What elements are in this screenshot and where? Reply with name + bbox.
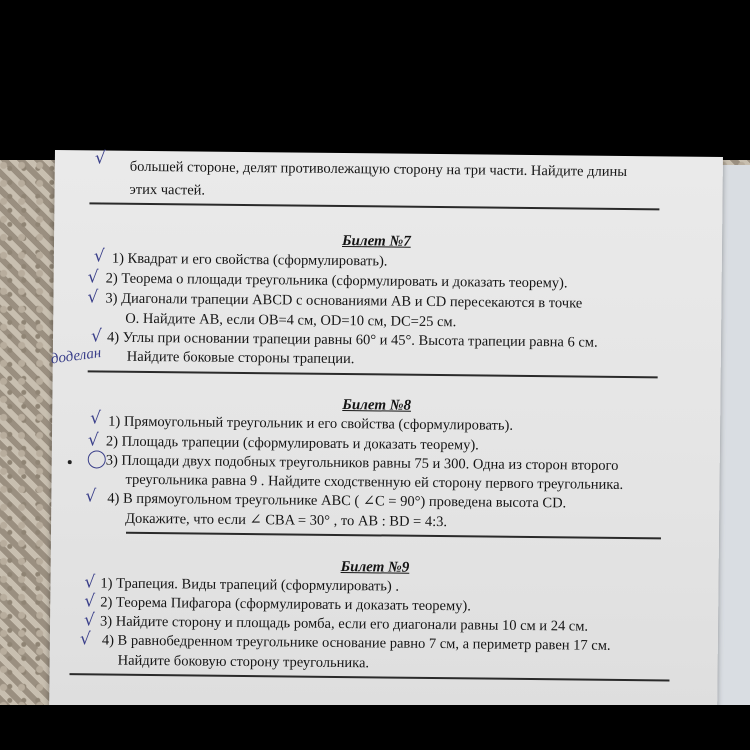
ticket-8-title: Билет №8 bbox=[342, 397, 412, 414]
ticket-7-title: Билет №7 bbox=[341, 233, 411, 250]
check-mark-icon: √ bbox=[90, 326, 102, 347]
ticket-9-item-4: 4) В равнобедренном треугольнике основание равно 7 см, а периметр равен 17 см. bbox=[101, 632, 611, 654]
check-mark-icon: √ bbox=[93, 246, 105, 267]
divider-line bbox=[88, 370, 658, 377]
ticket-7-item-3-cont: О. Найдите AB, если OB=4 см, OD=10 см, DC=25 см. bbox=[125, 310, 457, 331]
previous-question-line: большей стороне, делят противолежащую сторону на три части. Найдите длины bbox=[129, 158, 628, 180]
bullet-dot bbox=[68, 460, 72, 464]
ticket-8-item-1: 1) Прямоугольный треугольник и его свойства (сформулировать). bbox=[108, 413, 514, 434]
check-mark-icon: √ bbox=[87, 287, 99, 308]
dark-background-bottom bbox=[0, 705, 750, 750]
dark-background-top bbox=[0, 0, 750, 165]
divider-line bbox=[70, 673, 670, 681]
check-mark-icon: √ bbox=[87, 430, 99, 451]
ticket-7-item-4-cont: Найдите боковые стороны трапеции. bbox=[126, 348, 355, 368]
ticket-9-item-2: 2) Теорема Пифагора (сформулировать и доказать теорему). bbox=[100, 594, 471, 615]
ticket-9-item-4-cont: Найдите боковую сторону треугольника. bbox=[117, 652, 370, 672]
check-mark-icon: √ bbox=[84, 572, 96, 593]
check-mark-icon: √ bbox=[79, 629, 91, 650]
divider-line bbox=[89, 202, 659, 209]
ticket-7-item-2: 2) Теорема о площади треугольника (сформулировать и доказать теорему). bbox=[105, 270, 568, 292]
ticket-9-title: Билет №9 bbox=[340, 559, 410, 576]
check-mark-icon: √ bbox=[83, 610, 96, 631]
ticket-8-item-3-cont: треугольника равна 9 . Найдите сходственную ей сторону первого треугольника. bbox=[125, 471, 624, 493]
ticket-9-item-1: 1) Трапеция. Виды трапеций (сформулировать) . bbox=[100, 575, 400, 595]
check-mark-icon: √ bbox=[94, 148, 106, 169]
check-mark-icon: √ bbox=[85, 486, 97, 507]
previous-question-line: этих частей. bbox=[129, 181, 206, 199]
ticket-7-item-1: 1) Квадрат и его свойства (сформулировать). bbox=[111, 250, 388, 270]
ticket-7-item-3: 3) Диагонали трапеции ABCD с основаниями AB и CD пересекаются в точке bbox=[105, 290, 583, 312]
check-mark-icon: √ bbox=[84, 591, 96, 612]
ticket-7-item-4: 4) Углы при основании трапеции равны 60° и 45°. Высота трапеции равна 6 см. bbox=[106, 329, 598, 351]
ticket-8-item-3: 3) Площади двух подобных треугольников равны 75 и 300. Одна из сторон второго bbox=[105, 452, 619, 474]
circled-x-icon bbox=[88, 450, 106, 468]
divider-line bbox=[126, 532, 661, 539]
ticket-8-item-4: 4) В прямоугольном треугольнике ABC ( ∠C = 90°) проведена высота CD. bbox=[107, 490, 567, 512]
ticket-8-item-4-cont: Докажите, что если ∠ CBA = 30° , то AB : BD = 4:3. bbox=[125, 510, 448, 531]
handwritten-note: доделан bbox=[49, 345, 103, 368]
check-mark-icon: √ bbox=[90, 408, 102, 429]
ticket-9-item-3: 3) Найдите сторону и площадь ромба, если его диагонали равны 10 см и 24 см. bbox=[99, 613, 589, 635]
check-mark-icon: √ bbox=[87, 267, 99, 288]
ticket-8-item-2: 2) Площадь трапеции (сформулировать и доказать теорему). bbox=[105, 433, 479, 454]
exam-paper-sheet bbox=[49, 150, 723, 717]
